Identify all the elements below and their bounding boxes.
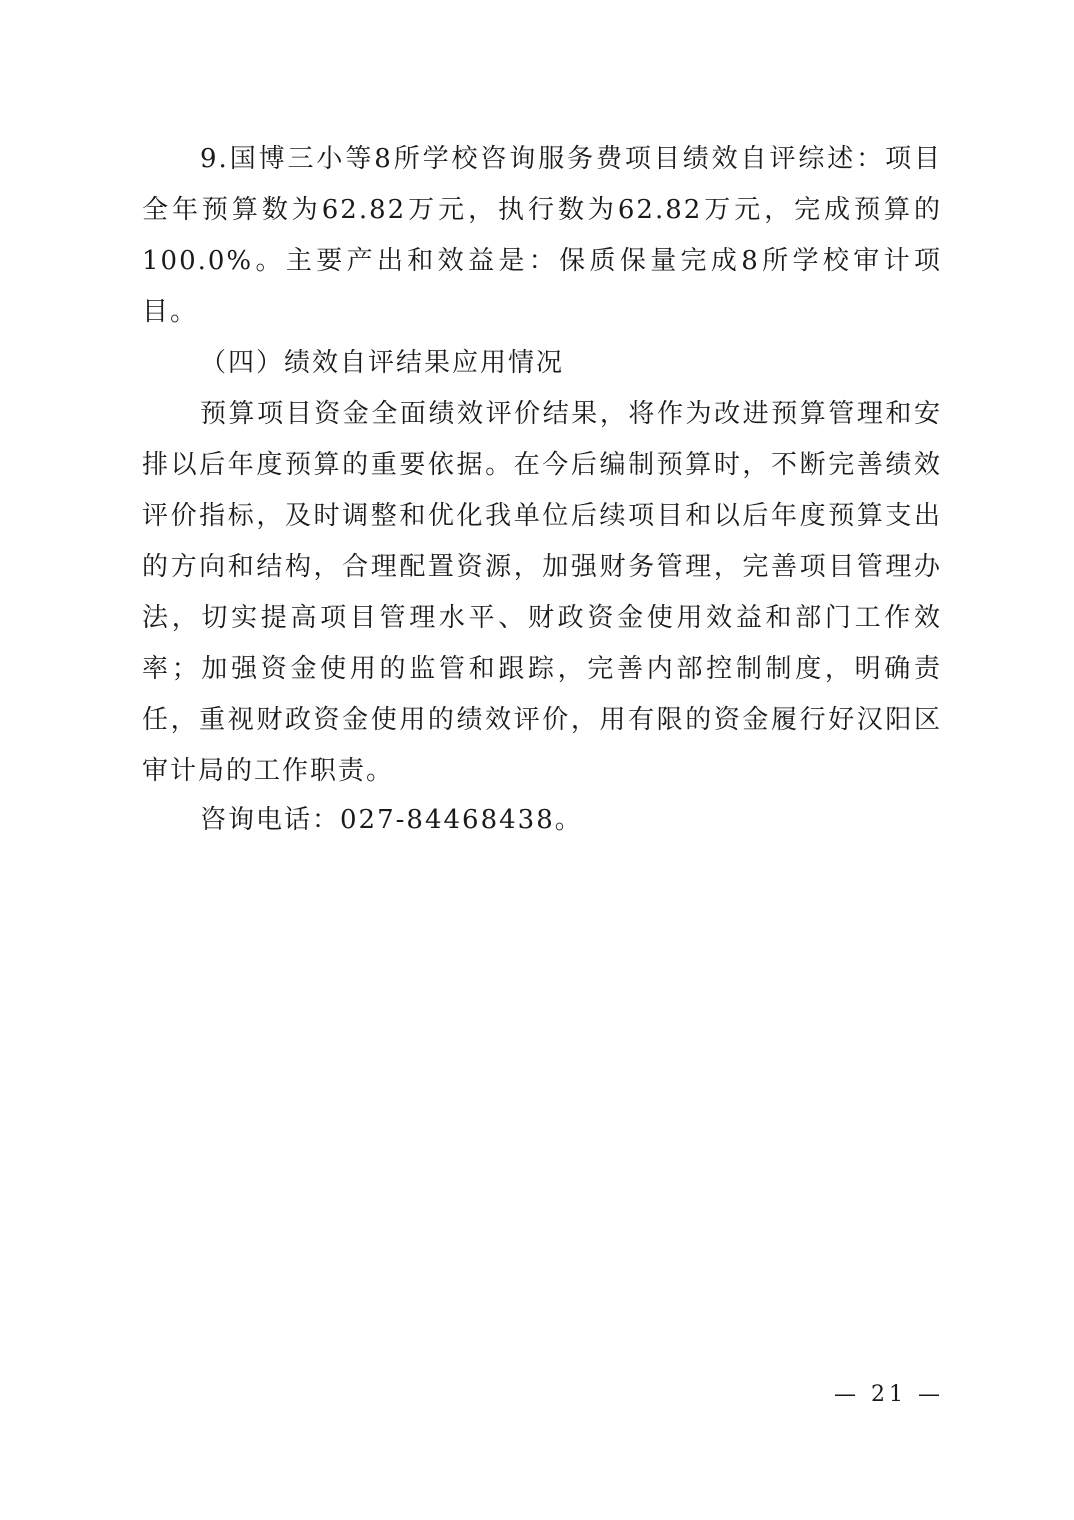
section-body-paragraph: 预算项目资金全面绩效评价结果，将作为改进预算管理和安排以后年度预算的重要依据。在今后编制预算时，不断完善绩效评价指标，及时调整和优化我单位后续项目和以后年度预算支出的方向和结构，合理配置资源，加强财务管理，完善项目管理办法，切实提高项目管理水平、财政资金使用效益和部门工作效率；加强资金使用的监管和跟踪，完善内部控制制度，明确责任，重视财政资金使用的绩效评价，用有限的资金履行好汉阳区审计局的工作职责。 — [142, 399, 942, 786]
contact-line: 咨询电话：027-84468438。 — [200, 805, 583, 835]
body-text — [142, 134, 942, 797]
paragraph-item-9: 9.国博三小等8所学校咨询服务费项目绩效自评综述：项目全年预算数为62.82万元，执行数为62.82万元，完成预算的100.0%。主要产出和效益是：保质保量完成8所学校审计项目。 — [142, 144, 942, 327]
section-heading: （四）绩效自评结果应用情况 — [200, 348, 565, 378]
page-number: — 21 — — [834, 1382, 944, 1407]
